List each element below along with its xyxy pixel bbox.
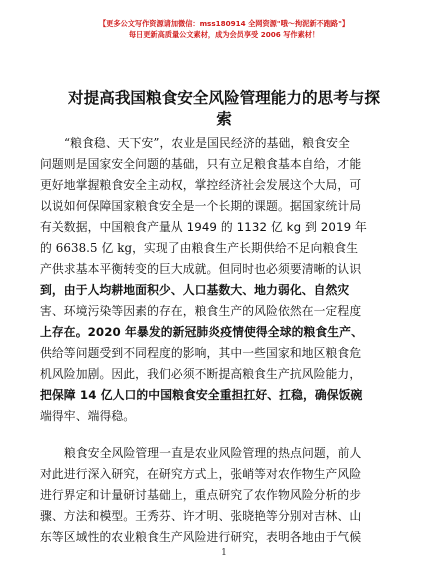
text-line: 的 6638.5 亿 kg，实现了由粮食生产长期供给不足向粮食生	[40, 241, 359, 255]
text-line: 更好地掌握粮食安全主动权，掌控经济社会发展这个大局，可	[40, 178, 362, 192]
document-title	[36, 88, 412, 130]
text-line: 问题则是国家安全问题的基础，只有立足粮食基本自给，才能	[40, 157, 362, 171]
banner-line-2: 每日更新高质量公文素材，成为会员享受 2006 写作素材！	[128, 30, 320, 39]
text-line: 骤、方法和模型。王秀芬、许才明、张晓艳等分别对吉林、山	[40, 509, 362, 523]
banner-line-1: 【更多公文写作资源请加微信：mss180914 全网资源"哦～拘泥新不跑路"】	[98, 19, 350, 28]
paragraph-2	[40, 443, 410, 548]
text-line: 到，由于人均耕地面积少、人口基数大、地力弱化、自然灾	[40, 283, 350, 297]
header-banner	[0, 18, 448, 40]
text-line: 有关数据，中国粮食产量从 1949 的 1132 亿 kg 到 2019 年	[40, 220, 367, 234]
title-line-2: 索	[216, 110, 232, 128]
text-line: 东等区域性的农业粮食生产风险进行研究，表明各地由于气候	[40, 530, 362, 544]
text-line: 上存在。2020 年暴发的新冠肺炎疫情使得全球的粮食生产、	[40, 325, 363, 339]
text-line: 以说如何保障国家粮食安全是一个长期的课题。据国家统计局	[40, 199, 362, 213]
text-line: 端得牢、端得稳。	[40, 409, 136, 423]
text-line: 供给等问题受到不同程度的影响，其中一些国家和地区粮食危	[40, 346, 362, 360]
page-number: 1	[221, 548, 227, 558]
text-line: 把保障 14 亿人口的中国粮食安全重担扛好、扛稳，确保饭碗	[40, 388, 363, 402]
document-body	[40, 133, 410, 548]
paragraph-1	[40, 133, 410, 427]
text-line: 粮食安全风险管理一直是农业风险管理的热点问题，前人	[64, 446, 362, 460]
text-line: 对此进行深入研究，在研究方式上，张峭等对农作物生产风险	[40, 467, 362, 481]
text-line: “粮食稳、天下安”，农业是国民经济的基础，粮食安全	[64, 136, 350, 150]
text-line: 产供求基本平衡转变的巨大成就。但同时也必须要清晰的认识	[40, 262, 362, 276]
text-line: 进行界定和计量研讨基础上，重点研究了农作物风险分析的步	[40, 488, 362, 502]
text-line: 害、环境污染等因素的存在，粮食生产的风险依然在一定程度	[40, 304, 362, 318]
title-line-1: 对提高我国粮食安全风险管理能力的思考与探	[68, 89, 380, 107]
text-line: 机风险加剧。因此，我们必须不断提高粮食生产抗风险能力，	[40, 367, 362, 381]
